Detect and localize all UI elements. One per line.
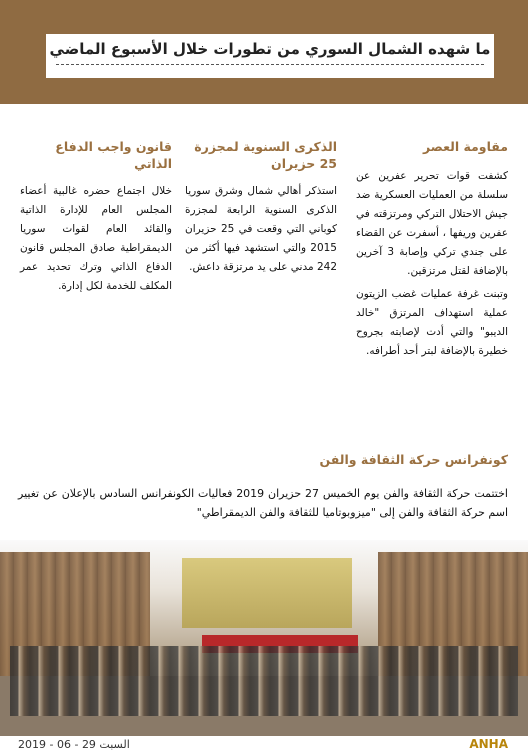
paragraph: وتبنت غرفة عمليات غضب الزيتون عملية استهداف المرتزق "خالد الديبو" والتي أدت لإصابته بجروح خطيرة بالإضافة لبتر أحد أطرافه.	[356, 288, 508, 357]
section-body: اختتمت حركة الثقافة والفن يوم الخميس 27 حزيران 2019 فعاليات الكونفرانس السادس بالإعلان عن تغيير اسم حركة الثقافة والفن إلى "ميزوبوتاميا للثقافة والفن الديمقراطي"	[18, 487, 508, 519]
column-title: الذكرى السنوية لمجزرة 25 حزيران	[194, 139, 337, 171]
paragraph: خلال اجتماع حضره غالبية أعضاء المجلس العام للإدارة الذاتية والقائد العام لقوات سوريا الديمقراطية صادق المجلس قانون الدفاع الذاتي وترك تحديد عمر المكلف للخدمة لكل إدارة.	[20, 185, 172, 292]
column-title: قانون واجب الدفاع الذاتي	[55, 139, 172, 171]
section-title: كونفرانس حركة الثقافة والفن	[319, 452, 508, 467]
column-body	[356, 167, 508, 361]
column-self-defense-law	[20, 138, 172, 300]
paragraph: استذكر أهالي شمال وشرق سوريا الذكرى السنوية الرابعة لمجزرة كوباني التي وقعت في 25 حزيران 2015 والتي استشهد فيها أكثر من 242 مدني على يد مرتزقة داعش.	[185, 185, 338, 273]
anha-logo-icon: ANHA	[469, 737, 508, 751]
footer	[0, 736, 528, 755]
title-divider	[56, 64, 484, 65]
conference-photo	[0, 540, 528, 736]
paragraph: كشفت قوات تحرير عفرين عن سلسلة من العمليات العسكرية ضد جيش الاحتلال التركي ومرتزقته في عفرين وريفها ، أسفرت عن القضاء على جندي تركي وإصابة 3 آخرين بالإضافة لقتل مرتزقين.	[356, 170, 508, 277]
page-title: ما شهده الشمال السوري من تطورات خلال الأسبوع الماضي	[49, 40, 491, 58]
column-resistance	[356, 138, 508, 365]
column-title: مقاومة العصر	[423, 139, 508, 154]
column-anniversary	[185, 138, 337, 281]
title-bar	[46, 34, 494, 78]
stage-screen	[182, 558, 352, 628]
footer-date: السبت 29 - 06 - 2019	[18, 738, 130, 751]
column-body	[185, 182, 337, 277]
column-body	[20, 182, 172, 296]
crowd	[10, 646, 518, 716]
